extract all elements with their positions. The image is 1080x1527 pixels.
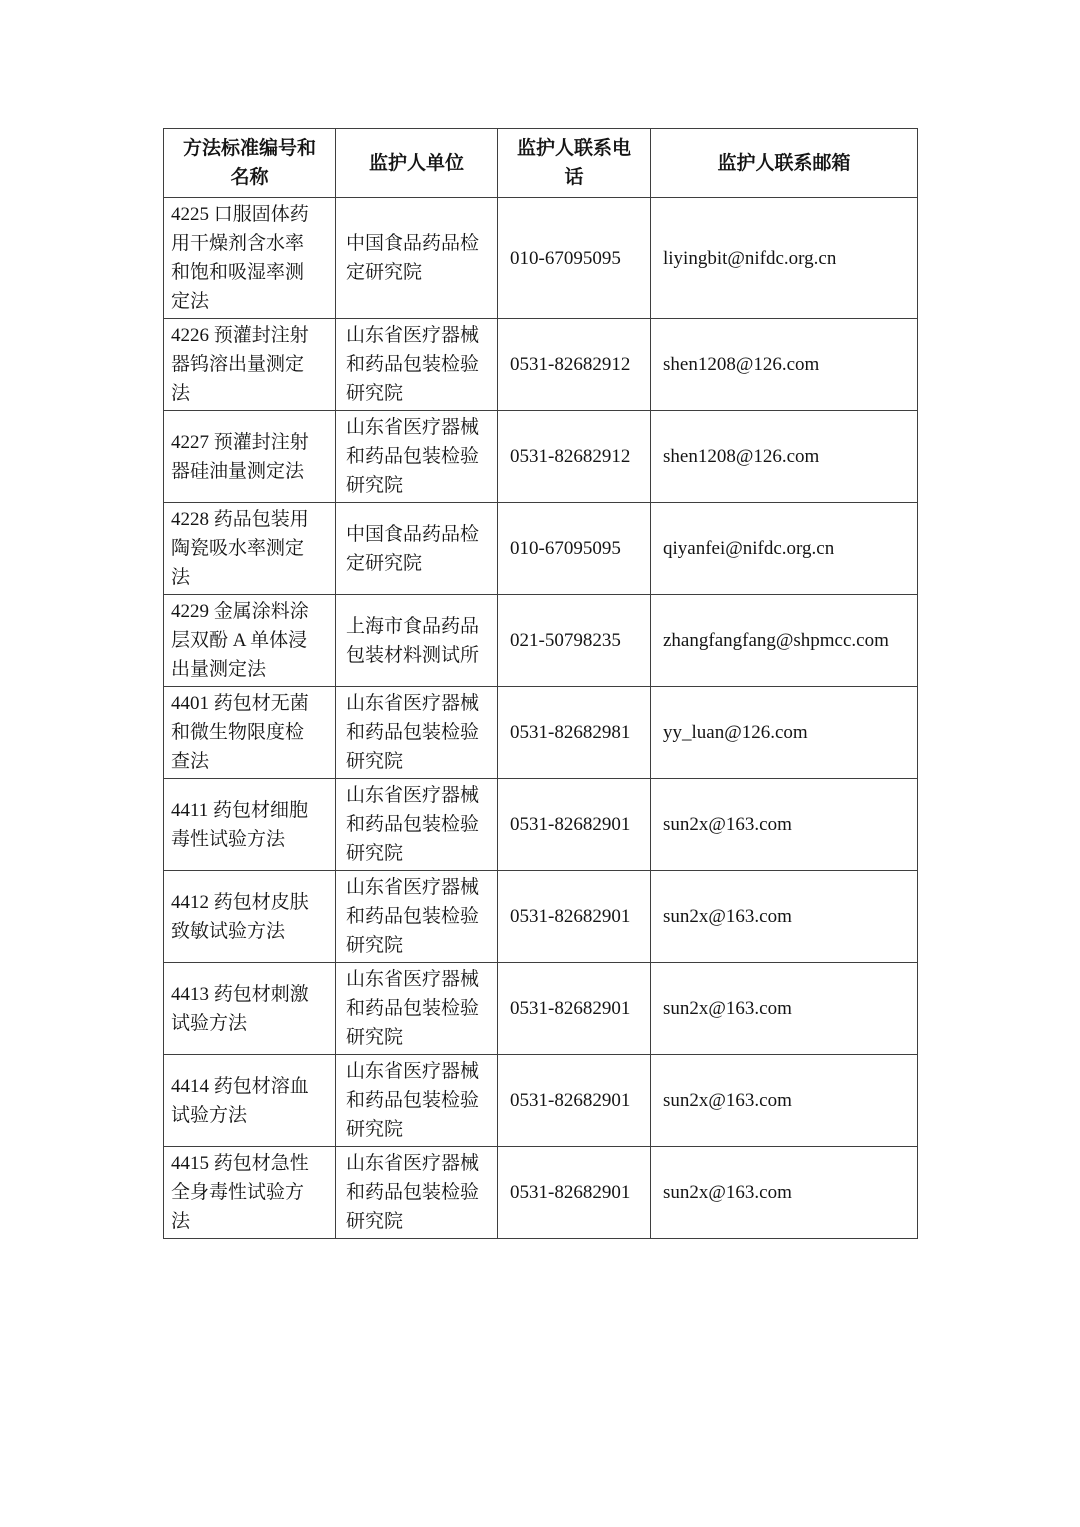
cell-phone: 0531-82682901 bbox=[498, 1055, 651, 1147]
cell-name: 4413 药包材刺激试验方法 bbox=[164, 963, 336, 1055]
table-row bbox=[164, 198, 918, 319]
cell-email: shen1208@126.com bbox=[651, 411, 918, 503]
table-row bbox=[164, 503, 918, 595]
cell-phone: 0531-82682901 bbox=[498, 1147, 651, 1239]
cell-email: yy_luan@126.com bbox=[651, 687, 918, 779]
cell-unit: 山东省医疗器械和药品包装检验研究院 bbox=[336, 963, 498, 1055]
table-row bbox=[164, 411, 918, 503]
cell-name: 4229 金属涂料涂层双酚 A 单体浸出量测定法 bbox=[164, 595, 336, 687]
cell-name: 4225 口服固体药用干燥剂含水率和饱和吸湿率测定法 bbox=[164, 198, 336, 319]
cell-email: sun2x@163.com bbox=[651, 963, 918, 1055]
cell-name: 4414 药包材溶血试验方法 bbox=[164, 1055, 336, 1147]
cell-phone: 010-67095095 bbox=[498, 198, 651, 319]
cell-name: 4228 药品包装用陶瓷吸水率测定法 bbox=[164, 503, 336, 595]
table-row bbox=[164, 595, 918, 687]
table-body bbox=[164, 198, 918, 1239]
cell-unit: 山东省医疗器械和药品包装检验研究院 bbox=[336, 779, 498, 871]
cell-unit: 中国食品药品检定研究院 bbox=[336, 503, 498, 595]
cell-unit: 山东省医疗器械和药品包装检验研究院 bbox=[336, 411, 498, 503]
cell-phone: 0531-82682901 bbox=[498, 779, 651, 871]
cell-phone: 0531-82682912 bbox=[498, 319, 651, 411]
table-row bbox=[164, 871, 918, 963]
cell-phone: 0531-82682912 bbox=[498, 411, 651, 503]
cell-unit: 山东省医疗器械和药品包装检验研究院 bbox=[336, 871, 498, 963]
cell-name: 4226 预灌封注射器钨溶出量测定法 bbox=[164, 319, 336, 411]
cell-email: sun2x@163.com bbox=[651, 871, 918, 963]
cell-phone: 0531-82682981 bbox=[498, 687, 651, 779]
table-row bbox=[164, 1147, 918, 1239]
header-cell-unit: 监护人单位 bbox=[336, 129, 498, 198]
table-row bbox=[164, 687, 918, 779]
cell-name: 4415 药包材急性全身毒性试验方法 bbox=[164, 1147, 336, 1239]
cell-email: liyingbit@nifdc.org.cn bbox=[651, 198, 918, 319]
header-cell-email: 监护人联系邮箱 bbox=[651, 129, 918, 198]
header-row bbox=[164, 129, 918, 198]
cell-phone: 0531-82682901 bbox=[498, 871, 651, 963]
cell-unit: 上海市食品药品包装材料测试所 bbox=[336, 595, 498, 687]
cell-email: zhangfangfang@shpmcc.com bbox=[651, 595, 918, 687]
cell-email: qiyanfei@nifdc.org.cn bbox=[651, 503, 918, 595]
cell-email: sun2x@163.com bbox=[651, 1147, 918, 1239]
cell-name: 4401 药包材无菌和微生物限度检查法 bbox=[164, 687, 336, 779]
cell-phone: 021-50798235 bbox=[498, 595, 651, 687]
cell-phone: 0531-82682901 bbox=[498, 963, 651, 1055]
cell-unit: 中国食品药品检定研究院 bbox=[336, 198, 498, 319]
cell-unit: 山东省医疗器械和药品包装检验研究院 bbox=[336, 319, 498, 411]
header-cell-phone: 监护人联系电话 bbox=[498, 129, 651, 198]
table-row bbox=[164, 963, 918, 1055]
cell-name: 4412 药包材皮肤致敏试验方法 bbox=[164, 871, 336, 963]
cell-email: sun2x@163.com bbox=[651, 779, 918, 871]
cell-unit: 山东省医疗器械和药品包装检验研究院 bbox=[336, 687, 498, 779]
standards-contact-table bbox=[163, 128, 918, 1239]
cell-name: 4411 药包材细胞毒性试验方法 bbox=[164, 779, 336, 871]
cell-unit: 山东省医疗器械和药品包装检验研究院 bbox=[336, 1147, 498, 1239]
header-cell-name: 方法标准编号和名称 bbox=[164, 129, 336, 198]
cell-email: shen1208@126.com bbox=[651, 319, 918, 411]
cell-phone: 010-67095095 bbox=[498, 503, 651, 595]
table-row bbox=[164, 319, 918, 411]
cell-email: sun2x@163.com bbox=[651, 1055, 918, 1147]
cell-name: 4227 预灌封注射器硅油量测定法 bbox=[164, 411, 336, 503]
table-row bbox=[164, 779, 918, 871]
table-row bbox=[164, 1055, 918, 1147]
cell-unit: 山东省医疗器械和药品包装检验研究院 bbox=[336, 1055, 498, 1147]
